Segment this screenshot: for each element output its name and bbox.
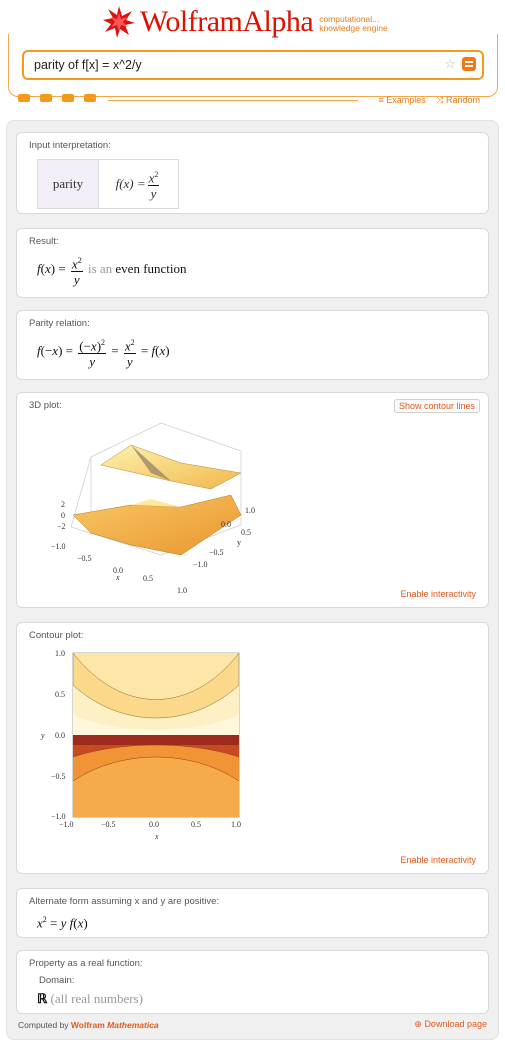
svg-text:0.0: 0.0 xyxy=(221,520,231,529)
parity-formula: f(−x) = $\frac{(-x)^2}{y}$ = $\frac{x^2}{y}$ = f(x) xyxy=(37,335,170,369)
svg-text:0.0: 0.0 xyxy=(113,566,123,575)
svg-text:0.5: 0.5 xyxy=(55,690,65,699)
svg-text:0.0: 0.0 xyxy=(149,820,159,829)
pod-input-interpretation xyxy=(16,132,489,214)
svg-text:1.0: 1.0 xyxy=(55,649,65,658)
contour-plot xyxy=(31,645,261,855)
pod-title: Input interpretation: xyxy=(29,140,111,151)
result-formula: f(x) = $\frac{x^2}{y}$ is an even function xyxy=(37,253,187,287)
pod-title: Contour plot: xyxy=(29,630,84,641)
svg-text:0.5: 0.5 xyxy=(191,820,201,829)
interpretation-formula: f(x) = $\frac{x^2}{y}$ xyxy=(99,160,178,208)
svg-text:0.5: 0.5 xyxy=(241,528,251,537)
svg-text:0: 0 xyxy=(61,511,65,520)
favorite-star-icon[interactable]: ☆ xyxy=(444,56,456,71)
search-query-text[interactable]: parity of f[x] = x^2/y xyxy=(34,58,142,72)
pod-3d-plot xyxy=(16,392,489,608)
alternate-formula: $x^2 = y$ f(x) xyxy=(37,915,88,931)
svg-text:−1.0: −1.0 xyxy=(51,542,66,551)
download-page-link[interactable]: ⊕ Download page xyxy=(414,1019,487,1029)
pod-property xyxy=(16,950,489,1014)
svg-text:y: y xyxy=(41,731,45,740)
svg-text:1.0: 1.0 xyxy=(245,506,255,515)
svg-text:−0.5: −0.5 xyxy=(209,548,224,557)
random-link[interactable]: ⤨ Random xyxy=(436,95,480,105)
svg-text:0.5: 0.5 xyxy=(143,574,153,583)
computed-by: Computed by Wolfram Mathematica xyxy=(18,1020,159,1030)
header xyxy=(0,0,505,120)
pod-result xyxy=(16,228,489,298)
svg-text:−0.5: −0.5 xyxy=(51,772,66,781)
examples-link[interactable]: ≡ Examples xyxy=(378,95,426,105)
svg-text:−1.0: −1.0 xyxy=(51,812,66,821)
property-subtitle: Domain: xyxy=(39,975,75,986)
pod-title: 3D plot: xyxy=(29,400,62,411)
svg-text:−1.0: −1.0 xyxy=(193,560,208,569)
pod-alternate-form xyxy=(16,888,489,938)
svg-text:x: x xyxy=(116,573,120,582)
pod-title: Property as a real function: xyxy=(29,958,143,969)
enable-interactivity-link[interactable]: Enable interactivity xyxy=(400,855,476,865)
svg-text:−1.0: −1.0 xyxy=(59,820,74,829)
pod-title: Alternate form assuming x and y are positive: xyxy=(29,896,220,907)
3d-surface-plot xyxy=(31,415,261,595)
pod-title: Result: xyxy=(29,236,59,247)
interpretation-table xyxy=(37,159,179,209)
enable-interactivity-link[interactable]: Enable interactivity xyxy=(400,589,476,599)
pod-parity-relation xyxy=(16,310,489,380)
table-icon[interactable] xyxy=(62,94,74,102)
svg-text:1.0: 1.0 xyxy=(231,820,241,829)
pod-contour-plot xyxy=(16,622,489,874)
svg-text:2: 2 xyxy=(61,500,65,509)
svg-text:y: y xyxy=(237,538,241,547)
svg-text:−0.5: −0.5 xyxy=(77,554,92,563)
compute-button[interactable] xyxy=(462,57,476,71)
svg-text:1.0: 1.0 xyxy=(177,586,187,595)
logo-tagline: computational... knowledge engine xyxy=(319,14,388,33)
svg-text:−2: −2 xyxy=(57,522,66,531)
toolbar xyxy=(18,94,484,108)
show-contour-lines-button[interactable]: Show contour lines xyxy=(394,399,480,413)
keyboard-icon[interactable] xyxy=(18,94,30,102)
property-domain: ℝ (all real numbers) xyxy=(37,991,143,1006)
svg-text:x: x xyxy=(155,832,159,841)
special-keyboard-icon[interactable] xyxy=(84,94,96,102)
toolbar-divider xyxy=(108,100,358,101)
svg-text:0.0: 0.0 xyxy=(55,731,65,740)
pod-title: Parity relation: xyxy=(29,318,90,329)
svg-text:−0.5: −0.5 xyxy=(101,820,116,829)
camera-icon[interactable] xyxy=(40,94,52,102)
search-input[interactable] xyxy=(22,50,484,80)
interpretation-label: parity xyxy=(38,160,99,208)
logo-wordmark: WolframAlpha xyxy=(140,5,314,38)
